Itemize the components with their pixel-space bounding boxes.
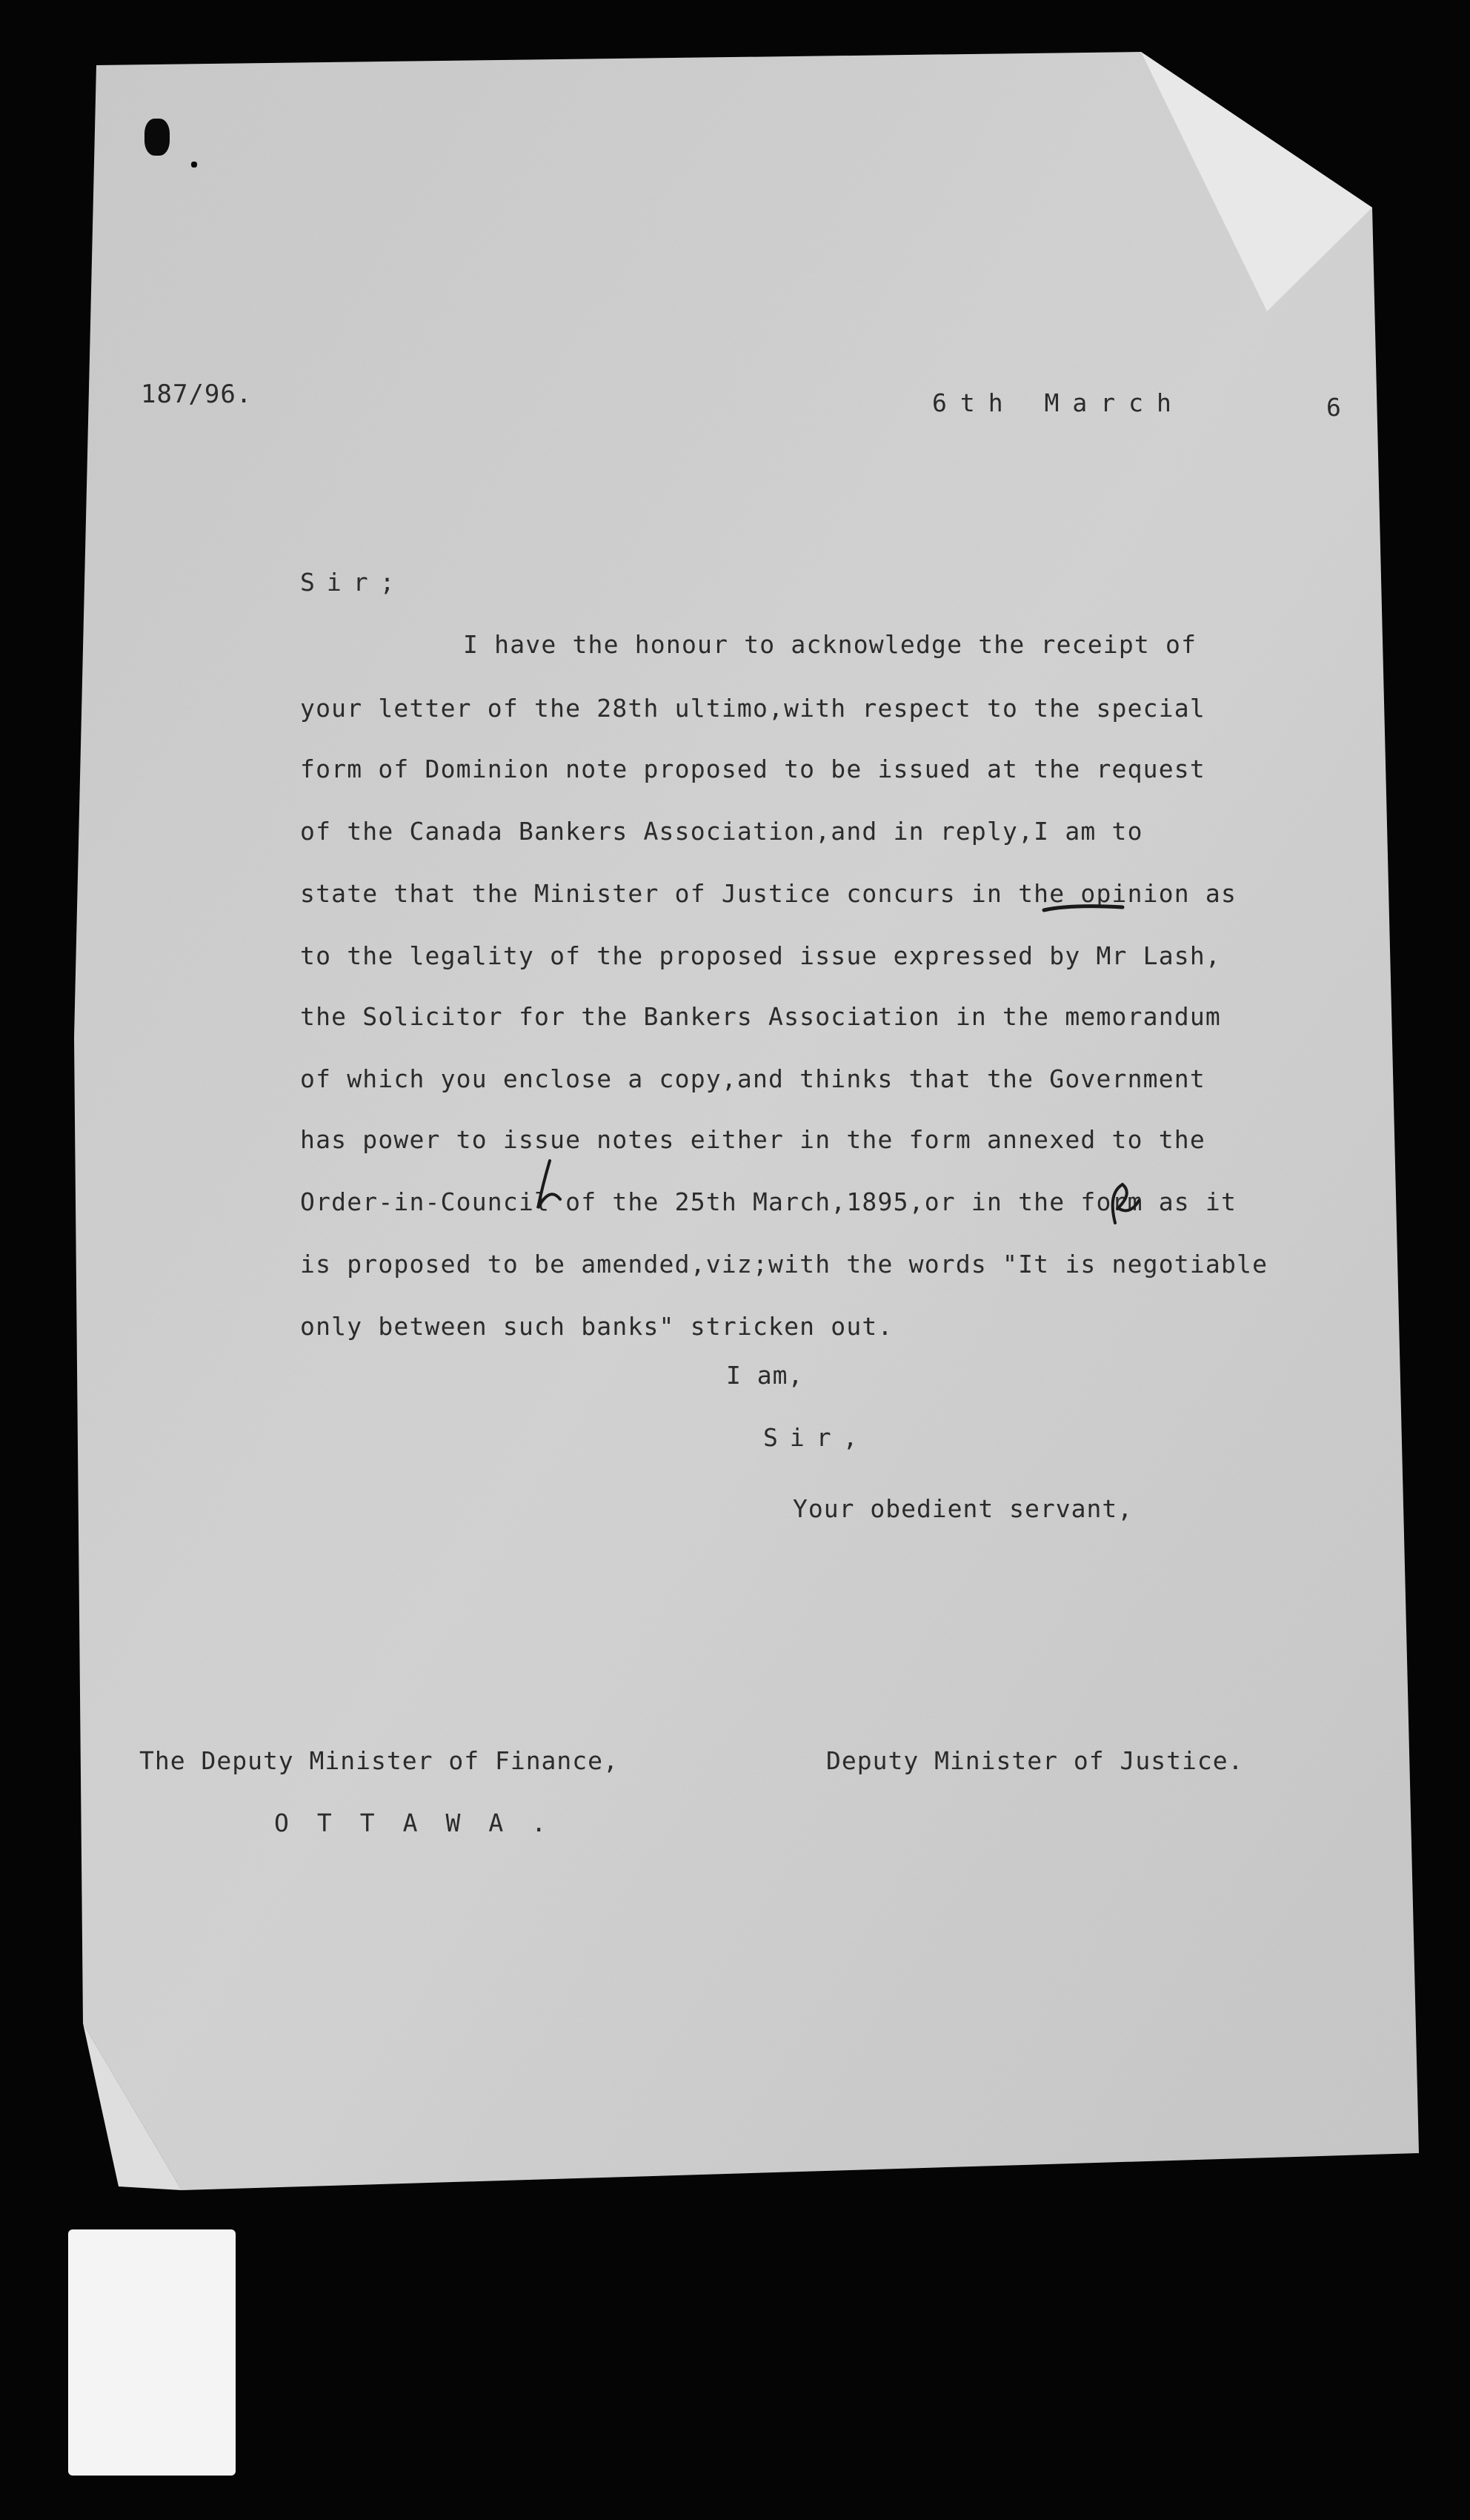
closing-line-3: Your obedient servant,: [793, 1494, 1134, 1523]
page-number: 6: [1326, 393, 1342, 422]
addressee: The Deputy Minister of Finance,: [139, 1746, 619, 1775]
body-line: only between such banks" stricken out.: [300, 1312, 894, 1341]
body-line: Order-in-Council of the 25th March,1895,or in the form as it: [300, 1187, 1237, 1216]
pen-insertion-mark: [1085, 1178, 1145, 1230]
addressee-city: OTTAWA.: [274, 1808, 575, 1837]
pen-correction-mark: [528, 1156, 572, 1216]
blank-card: [68, 2229, 236, 2476]
reference-number: 187/96.: [141, 379, 253, 409]
body-line: your letter of the 28th ultimo,with respect to the special: [300, 694, 1205, 723]
closing-line-2: Sir,: [763, 1423, 870, 1452]
signatory-title: Deputy Minister of Justice.: [826, 1746, 1244, 1775]
body-line: I have the honour to acknowledge the receipt of: [463, 630, 1197, 659]
body-line: of the Canada Bankers Association,and in reply,I am to: [300, 817, 1143, 846]
body-line: form of Dominion note proposed to be issued at the request: [300, 755, 1205, 783]
body-line: is proposed to be amended,viz;with the words "It is negotiable: [300, 1250, 1268, 1279]
body-line: has power to issue notes either in the form annexed to the: [300, 1125, 1205, 1154]
letter-date: 6th March: [932, 388, 1185, 417]
pen-underline-mark: [1041, 901, 1130, 916]
body-line: of which you enclose a copy,and thinks that the Government: [300, 1064, 1205, 1093]
salutation: Sir;: [300, 568, 407, 597]
body-line: to the legality of the proposed issue expressed by Mr Lash,: [300, 941, 1221, 970]
closing-line-1: I am,: [726, 1361, 804, 1390]
body-line: state that the Minister of Justice concurs in the opinion as: [300, 879, 1237, 908]
ink-smudge: [144, 119, 170, 156]
body-line: the Solicitor for the Bankers Association in the memorandum: [300, 1002, 1221, 1031]
ink-speck: [191, 162, 197, 168]
